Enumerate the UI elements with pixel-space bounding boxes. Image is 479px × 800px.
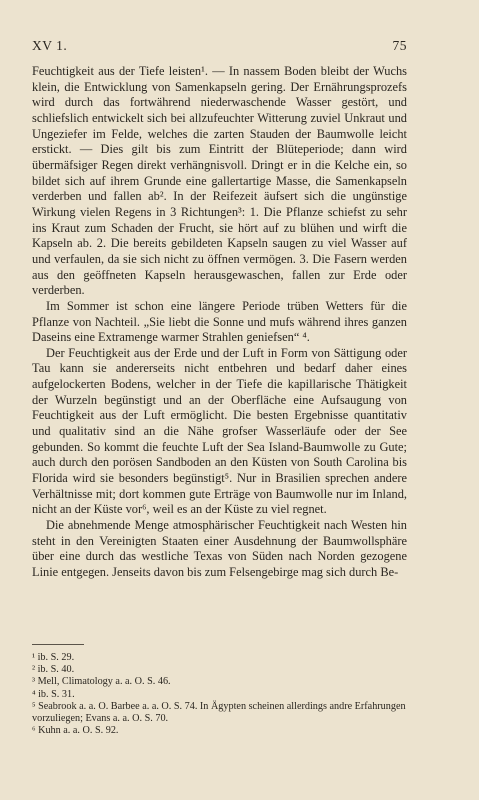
footnote: ¹ ib. S. 29. bbox=[32, 652, 75, 663]
footnote: ² ib. S. 40. bbox=[32, 664, 75, 676]
footnote-divider bbox=[32, 644, 84, 645]
running-header bbox=[32, 38, 407, 54]
footnote: ⁴ ib. S. 31. bbox=[32, 688, 75, 700]
footnote: ⁶ Kuhn a. a. O. S. 92. bbox=[32, 725, 119, 737]
footnote: ⁵ Seabrook a. a. O. Barbee a. a. O. S. 74. In Ägypten scheinen allerdings andre Erfahrungen vorzuliegen; Evans a. a. O. S. 70. bbox=[32, 700, 406, 725]
footnotes bbox=[32, 652, 407, 737]
footnote: ³ Mell, Climatology a. a. O. S. 46. bbox=[32, 676, 171, 688]
paragraph: Feuchtigkeit aus der Tiefe leisten¹. — In nassem Boden bleibt der Wuchs klein, die Entwicklung von Samenkapseln gering. Der Ernährungsprozefs wird durch das fortwährend niederwaschende Wasser gestört, und schliefslich entwickelt sich bei allzufeuchter Witterung zuviel Unkraut und Ungeziefer im Felde, welches die zarten Stauden der Baumwolle leicht erstickt. — Dies gilt bis zum Eintritt der Blüteperiode; dann wird übermäfsiger Regen direkt verhängnisvoll. Dringt er in die Kelche ein, so bildet sich auf ihrem Grunde eine gallertartige Masse, die Samenkapseln verderben und fallen ab². In der Reifezeit äufsert sich die ungünstige Wirkung vielen Regens in 3 Richtungen³: 1. Die Pflanze schiefst zu sehr ins Kraut zum Schaden der Frucht, sie hört auf zu blühen und wirft die Kapseln ab. 2. Die bereits gebildeten Kapseln saugen zu viel Wasser auf und verfaulen, da sie sich nicht zu öffnen vermögen. 3. Die Fasern werden aus den geöffneten Kapseln herausgewaschen, fallen zur Erde oder verderben. bbox=[32, 64, 407, 298]
paragraph: Der Feuchtigkeit aus der Erde und der Luft in Form von Sättigung oder Tau kann sie andererseits nicht entbehren und bedarf daher eines aufgelockerten Bodens, welcher in der Tiefe die kapillarische Thätigkeit der Wurzeln begünstigt und an der Oberfläche eine Aufsaugung von Feuchtigkeit aus der Luft ermöglicht. Die besten Ergebnisse quantitativ und qualitativ sind an die Nähe grofser Wasserläufe oder der See gebunden. So kommt die feuchte Luft der Sea Island-Baumwolle zu Gute; auch durch den porösen Sandboden an den Küsten von South Carolina bis Florida wird sie besonders begünstigt⁵. Nur in Brasilien sprechen andere Verhältnisse mit; dort kommen gute Erträge von Baumwolle nur im Inland, nicht an der Küste vor⁶, weil es an der Küste zu viel regnet. bbox=[32, 345, 407, 517]
paragraph: Die abnehmende Menge atmosphärischer Feuchtigkeit nach Westen hin steht in den Vereinigten Staaten einer Ausdehnung der Baumwollsphäre über eine durch das westliche Texas von Süden nach Norden gezogene Linie entgegen. Jenseits davon bis zum Felsengebirge mag sich durch Be- bbox=[32, 518, 407, 579]
paragraph: Im Sommer ist schon eine längere Periode trüben Wetters für die Pflanze von Nachteil. „Sie liebt die Sonne und mufs während ihres ganzen Daseins eine Extramenge warmer Strahlen geniefsen“ ⁴. bbox=[32, 298, 407, 345]
section-number: XV 1. bbox=[32, 38, 68, 53]
page-number: 75 bbox=[392, 38, 407, 53]
body-text bbox=[32, 64, 407, 581]
